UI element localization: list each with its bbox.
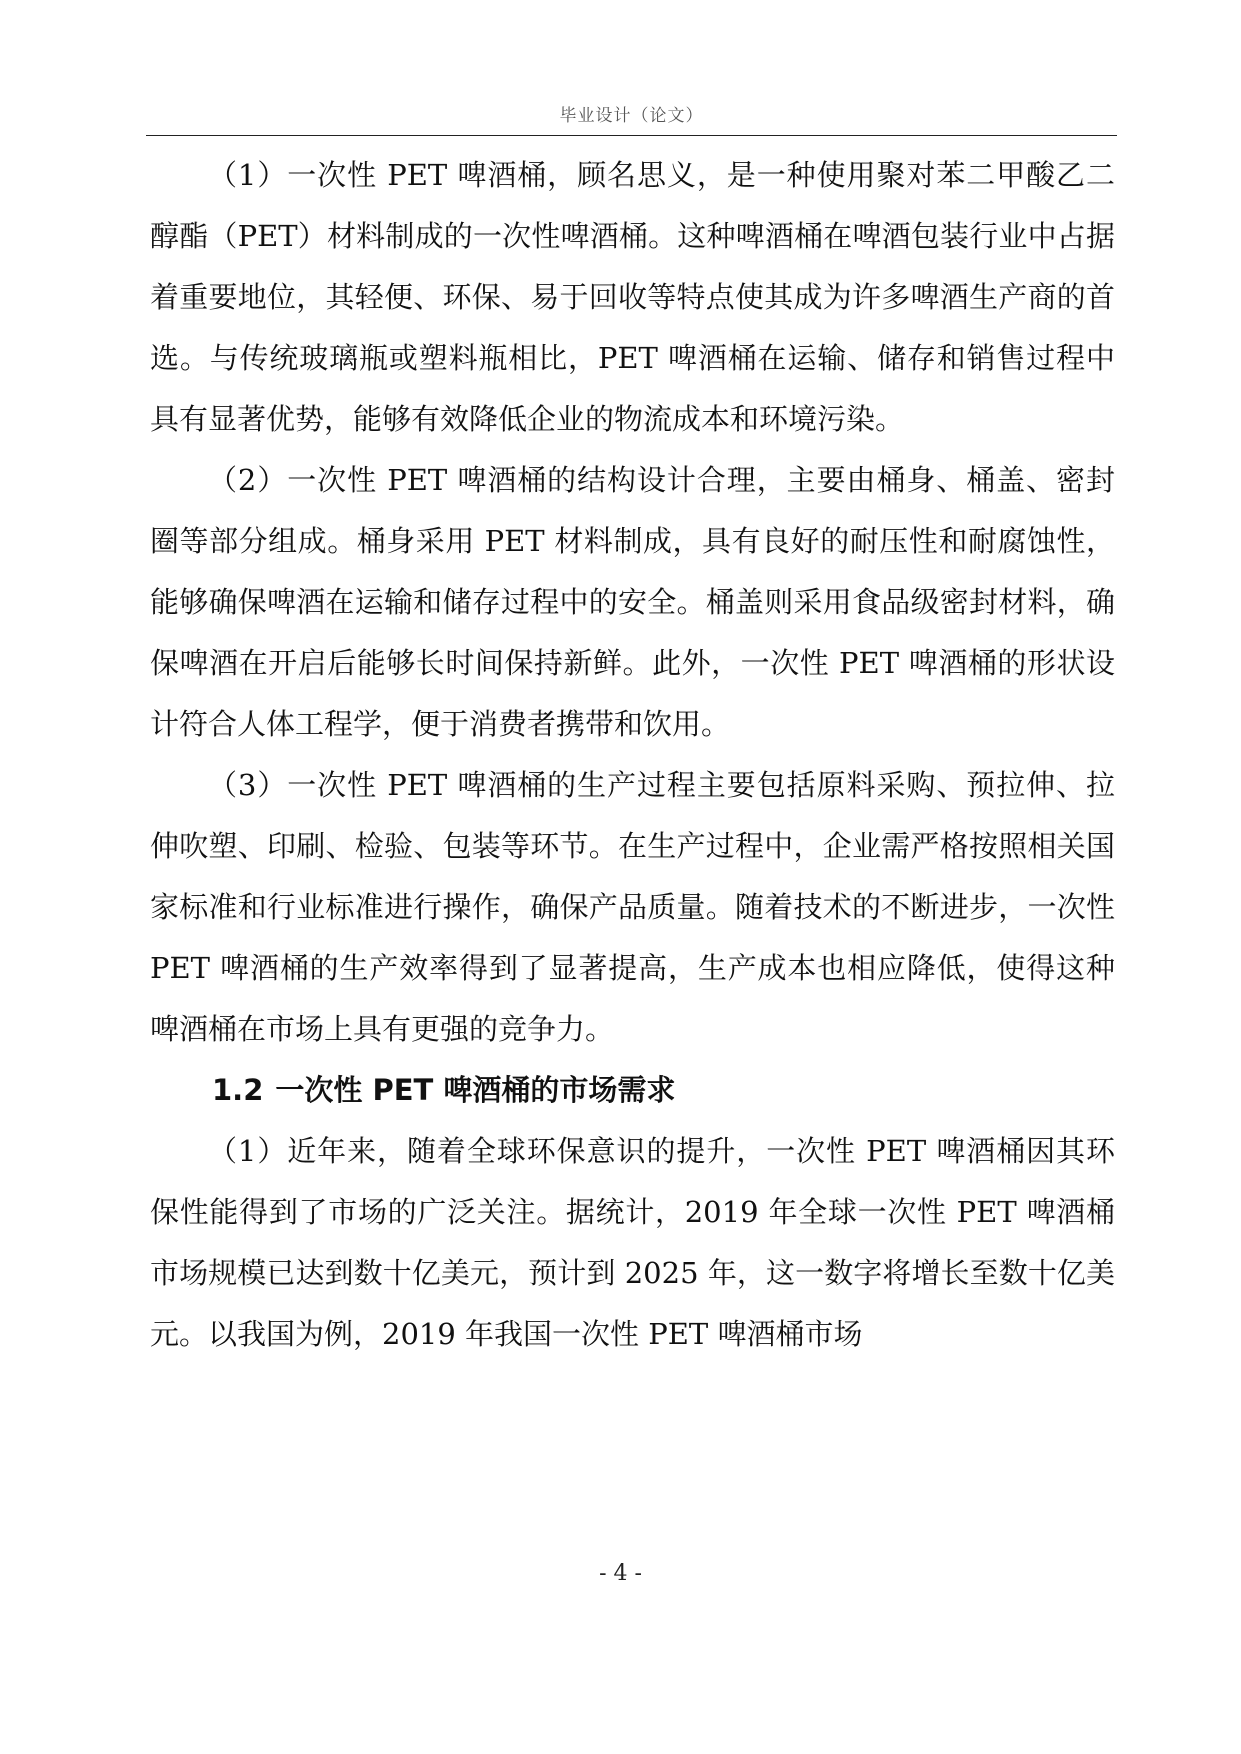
paragraph: （1）一次性 PET 啤酒桶，顾名思义，是一种使用聚对苯二甲酸乙二醇酯（PET）材料制成的一次性啤酒桶。这种啤酒桶在啤酒包装行业中占据着重要地位，其轻便、环保、易于回收等特点使其成为许多啤酒生产商的首选。与传统玻璃瓶或塑料瓶相比，PET 啤酒桶在运输、储存和销售过程中具有显著优势，能够有效降低企业的物流成本和环境污染。 xyxy=(150,158,1115,436)
page-number: - 4 - xyxy=(599,1561,642,1586)
page-header: 毕业设计（论文） xyxy=(559,106,704,126)
paragraph: （1）近年来，随着全球环保意识的提升，一次性 PET 啤酒桶因其环保性能得到了市场的广泛关注。据统计，2019 年全球一次性 PET 啤酒桶市场规模已达到数十亿美元，预计到 2025 年，这一数字将增长至数十亿美元。以我国为例，2019 年我国一次性 PET 啤酒桶市场 xyxy=(150,1134,1115,1351)
section-title: 一次性 PET 啤酒桶的市场需求 xyxy=(275,1073,676,1107)
document-body xyxy=(150,145,1115,1365)
section-number: 1.2 xyxy=(212,1073,264,1107)
paragraph: （2）一次性 PET 啤酒桶的结构设计合理，主要由桶身、桶盖、密封圈等部分组成。桶身采用 PET 材料制成，具有良好的耐压性和耐腐蚀性，能够确保啤酒在运输和储存过程中的安全。桶盖则采用食品级密封材料，确保啤酒在开启后能够长时间保持新鲜。此外，一次性 PET 啤酒桶的形状设计符合人体工程学，便于消费者携带和饮用。 xyxy=(150,463,1115,741)
header-rule xyxy=(146,135,1117,136)
section-heading xyxy=(150,1060,1115,1121)
paragraph: （3）一次性 PET 啤酒桶的生产过程主要包括原料采购、预拉伸、拉伸吹塑、印刷、检验、包装等环节。在生产过程中，企业需严格按照相关国家标准和行业标准进行操作，确保产品质量。随着技术的不断进步，一次性 PET 啤酒桶的生产效率得到了显著提高，生产成本也相应降低，使得这种啤酒桶在市场上具有更强的竞争力。 xyxy=(150,768,1115,1046)
